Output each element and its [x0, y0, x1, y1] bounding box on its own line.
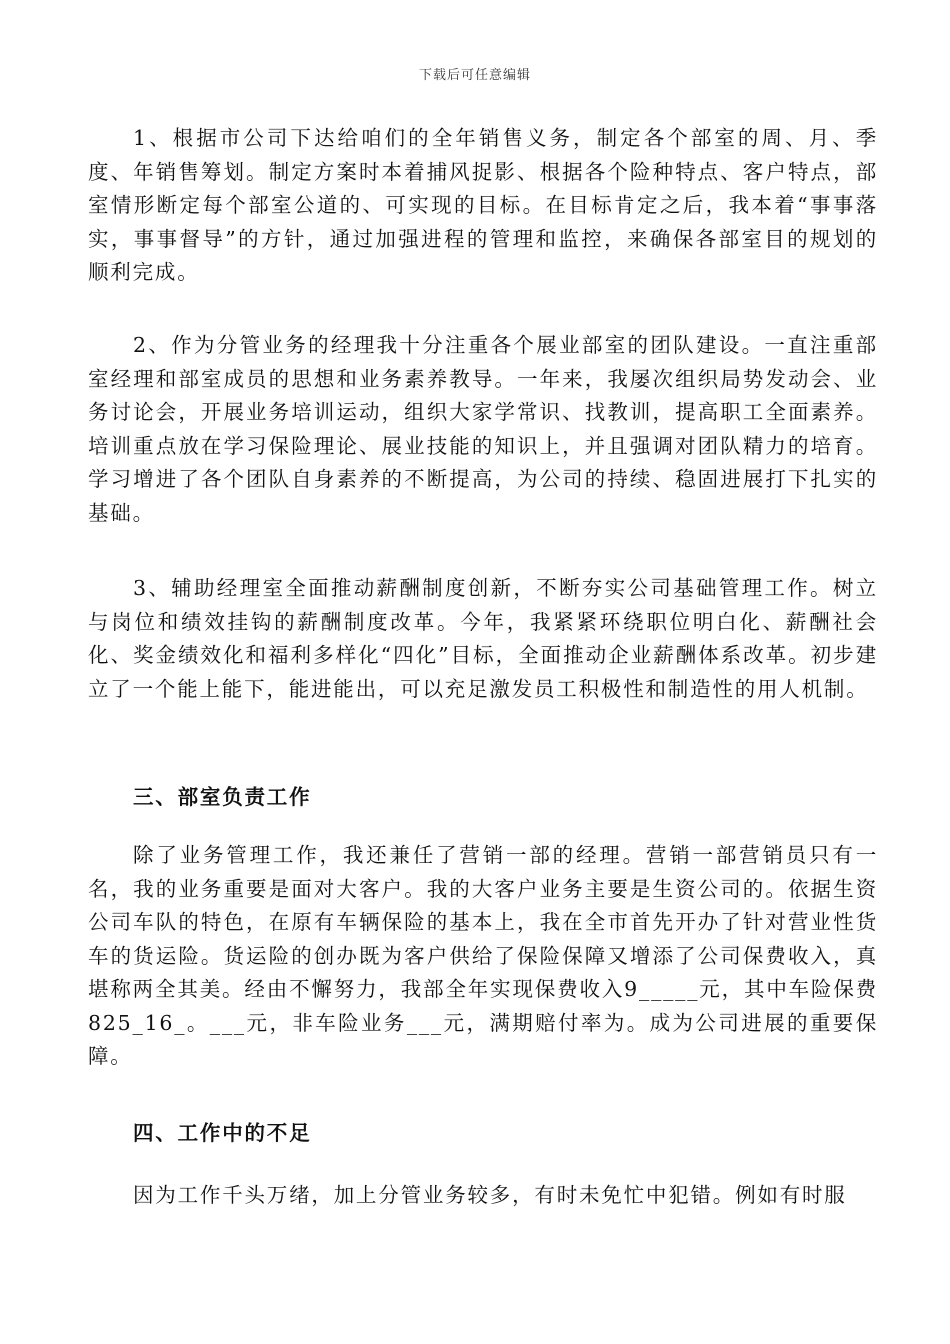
- section-3-body: 除了业务管理工作，我还兼任了营销一部的经理。营销一部营销员只有一名，我的业务重要是面对大客户。我的大客户业务主要是生资公司的。依据生资公司车队的特色，在原有车辆保险的基本上，我在全市首先开办了针对营业性货车的货运险。货运险的创办既为客户供给了保险保障又增添了公司保费收入，真堪称两全其美。经由不懈努力，我部全年实现保费收入9_____元，其中车险保费825_16_。___元，非车险业务___元，满期赔付率为。成为公司进展的重要保障。: [88, 843, 878, 1068]
- section-heading-4: 四、工作中的不足: [133, 1121, 312, 1145]
- paragraph-3: 3、辅助经理室全面推动薪酬制度创新，不断夯实公司基础管理工作。树立与岗位和绩效挂钩的薪酬制度改革。今年，我紧紧环绕职位明白化、薪酬社会化、奖金绩效化和福利多样化“四化”目标，全面推动企业薪酬体系改革。初步建立了一个能上能下，能进能出，可以充足激发员工积极性和制造性的用人机制。: [88, 576, 878, 701]
- paragraph-1: 1、根据市公司下达给咱们的全年销售义务，制定各个部室的周、月、季度、年销售筹划。制定方案时本着捕风捉影、根据各个险种特点、客户特点，部室情形断定每个部室公道的、可实现的目标。在目标肯定之后，我本着“事事落实，事事督导”的方针，通过加强进程的管理和监控，来确保各部室目的规划的顺利完成。: [88, 126, 878, 284]
- paragraph-2: 2、作为分管业务的经理我十分注重各个展业部室的团队建设。一直注重部室经理和部室成员的思想和业务素养教导。一年来，我屡次组织局势发动会、业务讨论会，开展业务培训运动，组织大家学常识、找教训，提高职工全面素养。培训重点放在学习保险理论、展业技能的知识上，并且强调对团队精力的培育。学习增进了各个团队自身素养的不断提高，为公司的持续、稳固进展打下扎实的基础。: [88, 333, 878, 525]
- section-4-body: 因为工作千头万绪，加上分管业务较多，有时未免忙中犯错。例如有时服: [133, 1183, 847, 1207]
- page-header: 下载后可任意编辑: [418, 68, 531, 83]
- section-heading-3: 三、部室负责工作: [133, 785, 312, 809]
